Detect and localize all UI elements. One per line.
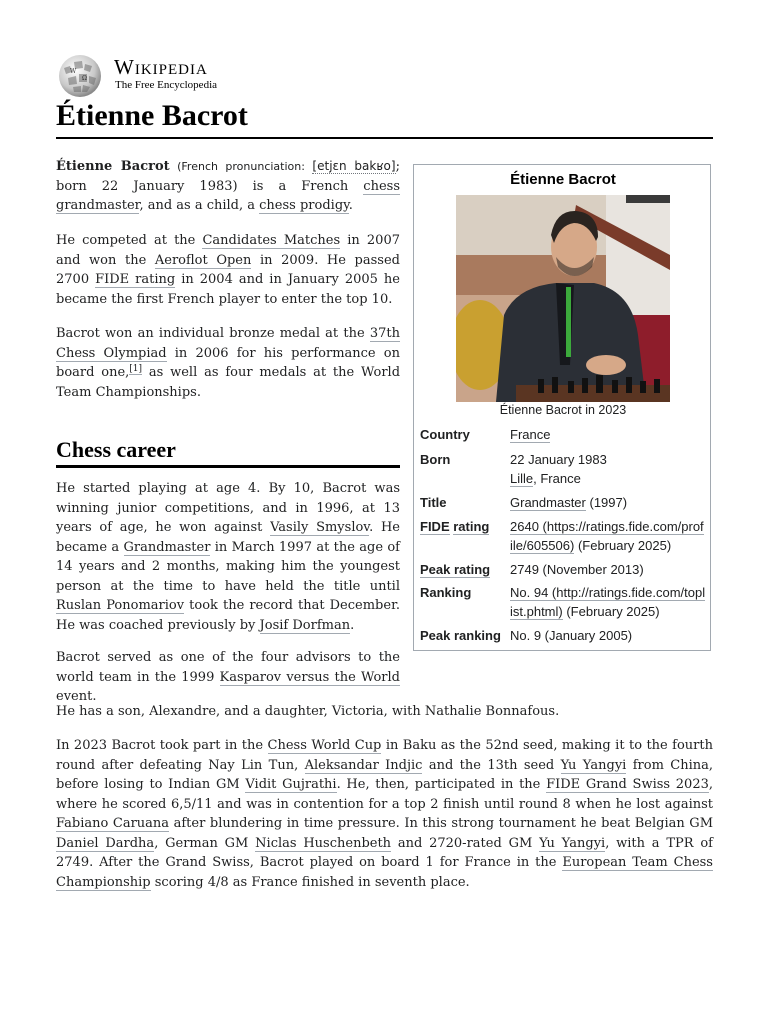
title-divider <box>56 137 713 139</box>
text: and the 13th seed <box>422 757 561 773</box>
link-kasparov-versus-the-world[interactable]: Kasparov versus the World <box>219 669 400 685</box>
text: . <box>350 617 355 633</box>
text: after blundering in time pressure. In this strong tournament he beat Belgian GM <box>169 816 714 831</box>
link-lille[interactable]: Lille <box>510 471 534 486</box>
intro-paragraph-1 <box>56 157 400 216</box>
text: He started playing at age 4. By 10, Bacrot was winning junior competitions, and in 1996, at 13 years of age, he won against <box>56 481 400 535</box>
link-yu-yangyi[interactable]: Yu Yangyi <box>560 757 627 773</box>
birth-date: 22 January 1983 <box>510 452 607 467</box>
link-yu-yangyi-2[interactable]: Yu Yangyi <box>539 835 606 851</box>
text: He has a son, Alexandre, and a daughter, Victoria, with Nathalie Bonnafous. <box>56 704 560 719</box>
page-title: Étienne Bacrot <box>56 99 248 132</box>
text: He competed at the <box>56 233 203 248</box>
career-paragraph-2 <box>56 648 400 707</box>
wikipedia-globe-logo[interactable] <box>56 54 104 98</box>
infobox-value-peak-rating: 2749 (November 2013) <box>510 562 644 577</box>
link-37th-chess-olympiad[interactable]: 37th Chess Olympiad <box>56 326 400 361</box>
infobox-label-title: Title <box>420 495 447 510</box>
text: . He, then, participated in the <box>336 777 547 792</box>
text: in March 1997 at the age of 14 years and 2 months, making him the youngest person at the time to have held the title until <box>56 539 400 594</box>
link-european-team-chess-championship[interactable]: European Team Chess Championship <box>56 855 713 890</box>
link-chess[interactable]: chess <box>363 178 400 194</box>
text: , German GM <box>154 835 256 851</box>
birth-country: , France <box>533 471 581 486</box>
infobox-value-ranking <box>510 583 706 621</box>
career-paragraph-3 <box>56 702 713 722</box>
text: in 2007 and won the <box>56 233 400 268</box>
infobox-value-fide-rating <box>510 517 706 555</box>
intro-paragraph-2 <box>56 231 400 309</box>
text: , and as a child, a <box>139 198 260 213</box>
text: in 2004 and in January 2005 he became the first French player to enter the top 10. <box>56 272 401 307</box>
text: in 2009. He passed 2700 <box>56 252 400 287</box>
link-vidit-gujrathi[interactable]: Vidit Gujrathi <box>245 777 337 792</box>
text: . <box>348 198 353 213</box>
text: event. <box>56 689 97 704</box>
link-peak-rating[interactable]: Peak rating <box>420 562 491 577</box>
link-fide-toplist[interactable]: No. 94 (http://ratings.fide.com/toplist.phtml) <box>510 585 706 619</box>
text: , with a TPR of 2749. After the Grand Swiss, Bacrot played on board 1 for France in the <box>56 835 713 870</box>
text: from China, before losing to Indian GM <box>56 757 714 792</box>
link-fide[interactable]: FIDE <box>420 519 450 534</box>
title-year: (1997) <box>585 495 628 510</box>
infobox-value-country <box>510 425 706 444</box>
link-fide-profile[interactable]: 2640 (https://ratings.fide.com/profile/605506) <box>510 519 704 553</box>
text: in Baku as the 52nd seed, making it to the fourth round after defeating Nay Lin Tun, <box>56 738 713 773</box>
text: Bacrot served as one of the four advisors to the world team in the 1999 <box>56 650 400 685</box>
text: Bacrot won an individual bronze medal at the <box>56 326 370 341</box>
link-candidates-matches[interactable]: Candidates Matches <box>202 233 341 248</box>
infobox-label-country: Country <box>420 427 470 442</box>
subject-name: Étienne Bacrot <box>56 159 170 174</box>
svg-text:Ω: Ω <box>82 75 87 82</box>
infobox-value-peak-ranking: No. 9 (January 2005) <box>510 628 633 643</box>
infobox-label-born: Born <box>420 452 451 467</box>
link-france[interactable]: France <box>510 427 551 442</box>
link-chess-world-cup[interactable]: Chess World Cup <box>267 738 382 753</box>
section-divider <box>56 465 400 468</box>
link-fide-grand-swiss-2023[interactable]: FIDE Grand Swiss 2023 <box>546 777 709 792</box>
infobox-title: Étienne Bacrot <box>510 171 616 188</box>
infobox-label-fide-rating <box>420 517 489 536</box>
text: , where he scored 6,5/11 and was in contention for a top 2 finish until round 8 when he lost against <box>56 777 713 812</box>
infobox <box>413 164 711 651</box>
text: and 2720-rated GM <box>391 835 540 851</box>
text: in 2006 for his performance on board one, <box>56 345 401 380</box>
infobox-label-peak-ranking: Peak ranking <box>420 628 501 643</box>
link-vasily-smyslov[interactable]: Vasily Smyslov <box>270 520 370 535</box>
infobox-label-ranking: Ranking <box>420 585 472 600</box>
link-aeroflot-open[interactable]: Aeroflot Open <box>154 252 252 268</box>
text: In 2023 Bacrot took part in the <box>56 738 268 753</box>
wikipedia-tagline: The Free Encyclopedia <box>115 79 218 91</box>
link-rating[interactable]: rating <box>453 519 490 534</box>
text: . He became a <box>56 520 400 555</box>
link-ruslan-ponomariov[interactable]: Ruslan Ponomariov <box>56 598 185 613</box>
text: scoring 4/8 as France finished in seventh place. <box>150 874 470 890</box>
text: as well as four medals at the World Team Championships. <box>56 365 401 400</box>
infobox-value-born <box>510 450 706 488</box>
link-josif-dorfman[interactable]: Josif Dorfman <box>259 617 351 633</box>
link-daniel-dardha[interactable]: Daniel Dardha <box>56 835 155 851</box>
infobox-label-peak-rating <box>420 560 490 579</box>
photo-caption: Étienne Bacrot in 2023 <box>499 403 627 417</box>
link-grandmaster-2[interactable]: Grandmaster <box>123 539 211 555</box>
section-heading-chess-career: Chess career <box>56 437 176 462</box>
pronunciation-label: (French pronunciation: <box>169 160 313 173</box>
reference-1[interactable]: [1] <box>129 363 143 374</box>
link-aleksandar-indjic[interactable]: Aleksandar Indjic <box>304 757 423 773</box>
fide-date: (February 2025) <box>574 538 672 553</box>
link-chess-prodigy[interactable]: chess prodigy <box>259 198 349 213</box>
link-grandmaster[interactable]: grandmaster <box>56 198 140 213</box>
text: took the record that December. He was coached previously by <box>56 598 400 633</box>
career-paragraph-1 <box>56 479 400 635</box>
text: ; born 22 January 1983) is a French <box>56 159 400 194</box>
link-fabiano-caruana[interactable]: Fabiano Caruana <box>56 816 170 831</box>
intro-paragraph-3 <box>56 324 400 402</box>
link-niclas-huschenbeth[interactable]: Niclas Huschenbeth <box>255 835 392 851</box>
ranking-date: (February 2025) <box>562 604 660 619</box>
career-paragraph-4 <box>56 736 713 892</box>
ipa-link[interactable]: [etjɛn bakʁo] <box>312 159 396 173</box>
link-fide-rating[interactable]: FIDE rating <box>95 272 176 287</box>
infobox-value-title <box>510 493 706 512</box>
link-grandmaster-infobox[interactable]: Grandmaster <box>510 495 586 510</box>
svg-text:W: W <box>70 68 77 75</box>
portrait-photo[interactable] <box>456 195 670 402</box>
wikipedia-wordmark[interactable]: Wikipedia <box>114 55 208 79</box>
